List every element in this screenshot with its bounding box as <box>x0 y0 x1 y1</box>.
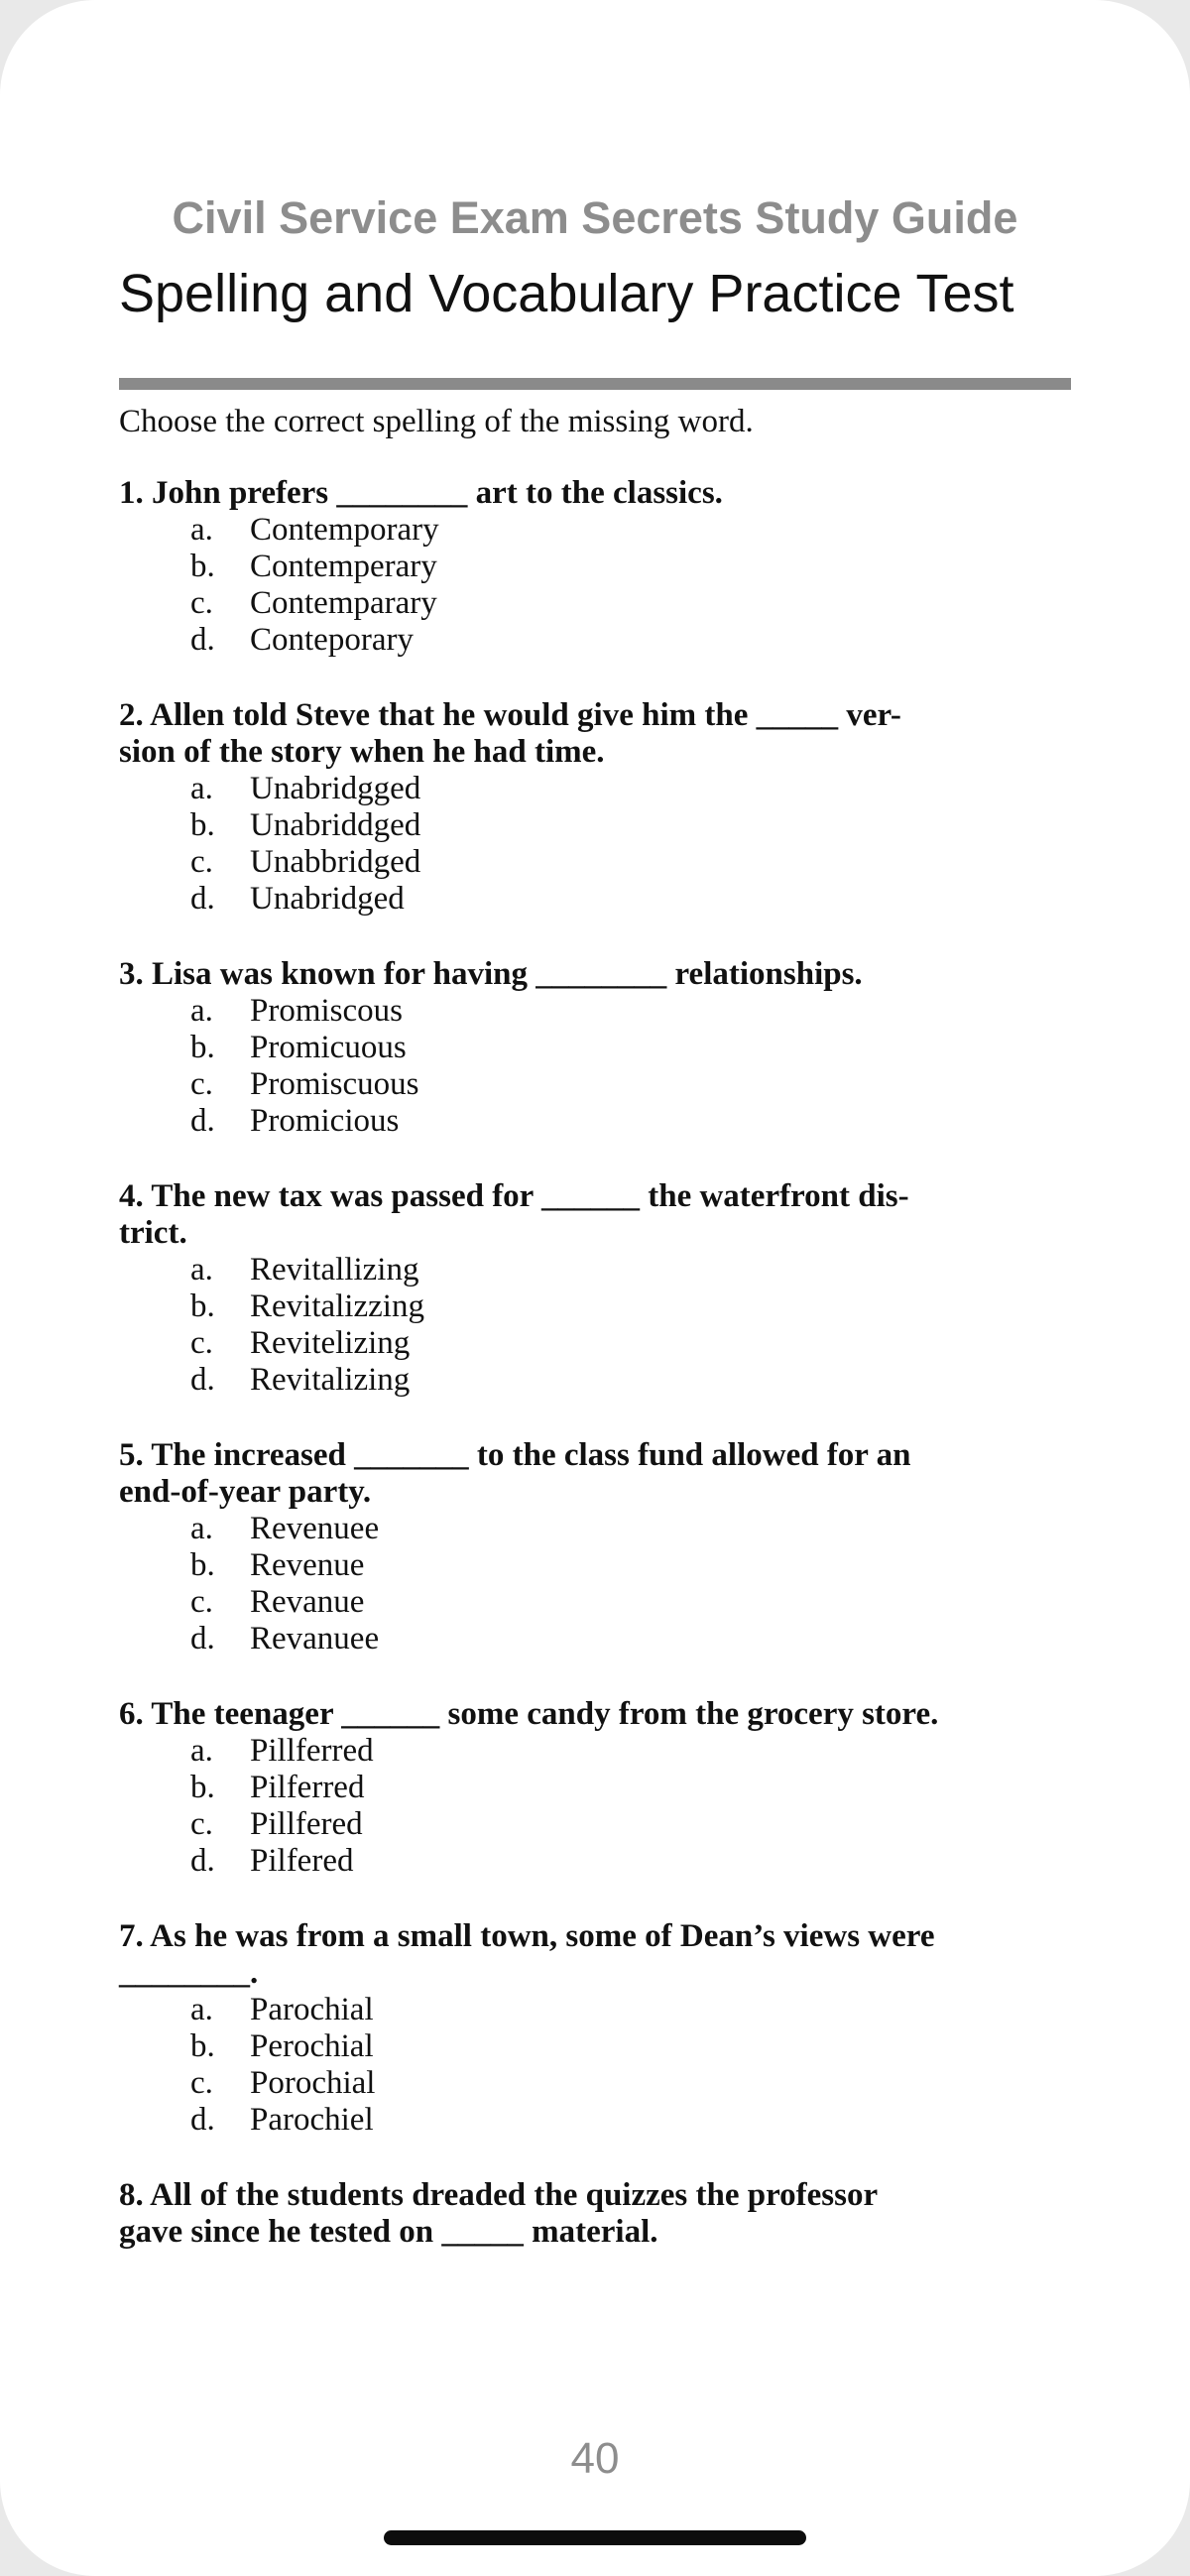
option-text: Promicuous <box>250 1030 407 1065</box>
option-letter: d. <box>190 881 215 917</box>
option-letter: d. <box>190 1843 215 1879</box>
answer-option <box>190 1511 1071 1547</box>
home-indicator[interactable] <box>384 2530 806 2545</box>
option-text: Unabriddged <box>250 807 421 843</box>
question-text-line: 3. Lisa was known for having ________ relationships. <box>119 956 863 992</box>
page-content <box>119 395 1071 2251</box>
question-text-line: 6. The teenager ______ some candy from the grocery store. <box>119 1696 939 1732</box>
chapter-title: Spelling and Vocabulary Practice Test <box>119 264 1014 323</box>
answer-option <box>190 881 1071 918</box>
option-letter: c. <box>190 1066 213 1102</box>
option-text: Revanue <box>250 1584 365 1620</box>
option-letter: c. <box>190 1584 213 1620</box>
option-text: Promicious <box>250 1103 400 1139</box>
option-letter: d. <box>190 1103 215 1139</box>
option-letter: d. <box>190 622 215 658</box>
option-text: Revitalizzing <box>250 1288 424 1324</box>
question-item <box>119 1918 1071 2139</box>
option-text: Revanuee <box>250 1621 380 1656</box>
answer-option <box>190 1770 1071 1806</box>
option-text: Parochial <box>250 1992 374 2027</box>
option-text: Contemperary <box>250 549 437 584</box>
question-text-line: ________. <box>119 1955 259 1991</box>
option-letter: d. <box>190 1362 215 1398</box>
option-letter: d. <box>190 1621 215 1656</box>
option-text: Revitelizing <box>250 1325 411 1361</box>
answer-option <box>190 512 1071 549</box>
question-text-line: 7. As he was from a small town, some of Dean’s views were <box>119 1918 935 1954</box>
question-item <box>119 475 1071 659</box>
option-letter: c. <box>190 2065 213 2101</box>
option-letter: a. <box>190 1511 213 1546</box>
option-letter: a. <box>190 1733 213 1769</box>
answer-option <box>190 1252 1071 1288</box>
option-text: Unabridged <box>250 881 405 917</box>
answer-option <box>190 1103 1071 1140</box>
question-item <box>119 2177 1071 2251</box>
book-title: Civil Service Exam Secrets Study Guide <box>172 192 1018 243</box>
question-text-line: 1. John prefers ________ art to the classics. <box>119 475 723 511</box>
answer-option <box>190 585 1071 622</box>
question-item <box>119 1178 1071 1399</box>
option-letter: b. <box>190 1770 215 1805</box>
option-letter: d. <box>190 2102 215 2138</box>
option-letter: b. <box>190 1288 215 1324</box>
option-text: Contemparary <box>250 585 437 621</box>
page-number: 40 <box>570 2434 620 2483</box>
question-text-line: 4. The new tax was passed for ______ the waterfront dis- <box>119 1178 909 1214</box>
header-divider <box>119 378 1071 390</box>
question-text-line: trict. <box>119 1215 187 1251</box>
option-letter: a. <box>190 1252 213 1288</box>
option-text: Pillfered <box>250 1806 363 1842</box>
question-list <box>119 475 1071 2251</box>
question-text-line: 5. The increased _______ to the class fund allowed for an <box>119 1437 911 1473</box>
answer-options <box>119 993 1071 1140</box>
option-letter: c. <box>190 1325 213 1361</box>
option-text: Parochiel <box>250 2102 374 2138</box>
option-letter: a. <box>190 993 213 1029</box>
answer-option <box>190 1584 1071 1621</box>
answer-option <box>190 1843 1071 1880</box>
option-text: Porochial <box>250 2065 376 2101</box>
option-letter: a. <box>190 1992 213 2027</box>
option-text: Pilferred <box>250 1770 365 1805</box>
option-text: Pilfered <box>250 1843 354 1879</box>
answer-option <box>190 2065 1071 2102</box>
question-text-line: 8. All of the students dreaded the quizzes the professor <box>119 2177 879 2213</box>
answer-option <box>190 1547 1071 1584</box>
option-letter: b. <box>190 1030 215 1065</box>
question-item <box>119 1696 1071 1880</box>
option-text: Unabbridged <box>250 844 421 880</box>
option-letter: c. <box>190 585 213 621</box>
answer-option <box>190 549 1071 585</box>
option-text: Pillferred <box>250 1733 374 1769</box>
answer-option <box>190 1325 1071 1362</box>
answer-option <box>190 2028 1071 2065</box>
answer-option <box>190 844 1071 881</box>
answer-option <box>190 993 1071 1030</box>
answer-options <box>119 1992 1071 2139</box>
answer-options <box>119 771 1071 918</box>
option-text: Unabridgged <box>250 771 421 806</box>
option-text: Contemporary <box>250 512 439 548</box>
answer-options <box>119 1511 1071 1657</box>
answer-option <box>190 2102 1071 2139</box>
option-text: Revitalizing <box>250 1362 411 1398</box>
option-text: Promiscous <box>250 993 404 1029</box>
option-letter: a. <box>190 771 213 806</box>
page-header <box>119 188 1071 329</box>
question-text-line: end-of-year party. <box>119 1474 372 1510</box>
option-letter: a. <box>190 512 213 548</box>
question-text-line: gave since he tested on _____ material. <box>119 2214 658 2250</box>
answer-option <box>190 807 1071 844</box>
answer-option <box>190 1806 1071 1843</box>
option-text: Revenue <box>250 1547 365 1583</box>
question-item <box>119 697 1071 918</box>
question-item <box>119 956 1071 1140</box>
option-letter: c. <box>190 844 213 880</box>
question-item <box>119 1437 1071 1657</box>
answer-option <box>190 1288 1071 1325</box>
instruction-text: Choose the correct spelling of the missing word. <box>119 404 754 439</box>
answer-option <box>190 1621 1071 1657</box>
answer-option <box>190 1362 1071 1399</box>
option-text: Revitallizing <box>250 1252 419 1288</box>
answer-option <box>190 1992 1071 2028</box>
answer-options <box>119 1733 1071 1880</box>
option-letter: c. <box>190 1806 213 1842</box>
option-text: Perochial <box>250 2028 374 2064</box>
question-text-line: sion of the story when he had time. <box>119 734 605 770</box>
answer-option <box>190 1066 1071 1103</box>
answer-option <box>190 1030 1071 1066</box>
question-text-line: 2. Allen told Steve that he would give him the _____ ver- <box>119 697 901 733</box>
option-text: Conteporary <box>250 622 414 658</box>
option-letter: b. <box>190 2028 215 2064</box>
answer-option <box>190 771 1071 807</box>
answer-option <box>190 622 1071 659</box>
option-letter: b. <box>190 1547 215 1583</box>
answer-options <box>119 512 1071 659</box>
option-text: Promiscuous <box>250 1066 419 1102</box>
answer-options <box>119 1252 1071 1399</box>
option-text: Revenuee <box>250 1511 380 1546</box>
answer-option <box>190 1733 1071 1770</box>
option-letter: b. <box>190 807 215 843</box>
option-letter: b. <box>190 549 215 584</box>
